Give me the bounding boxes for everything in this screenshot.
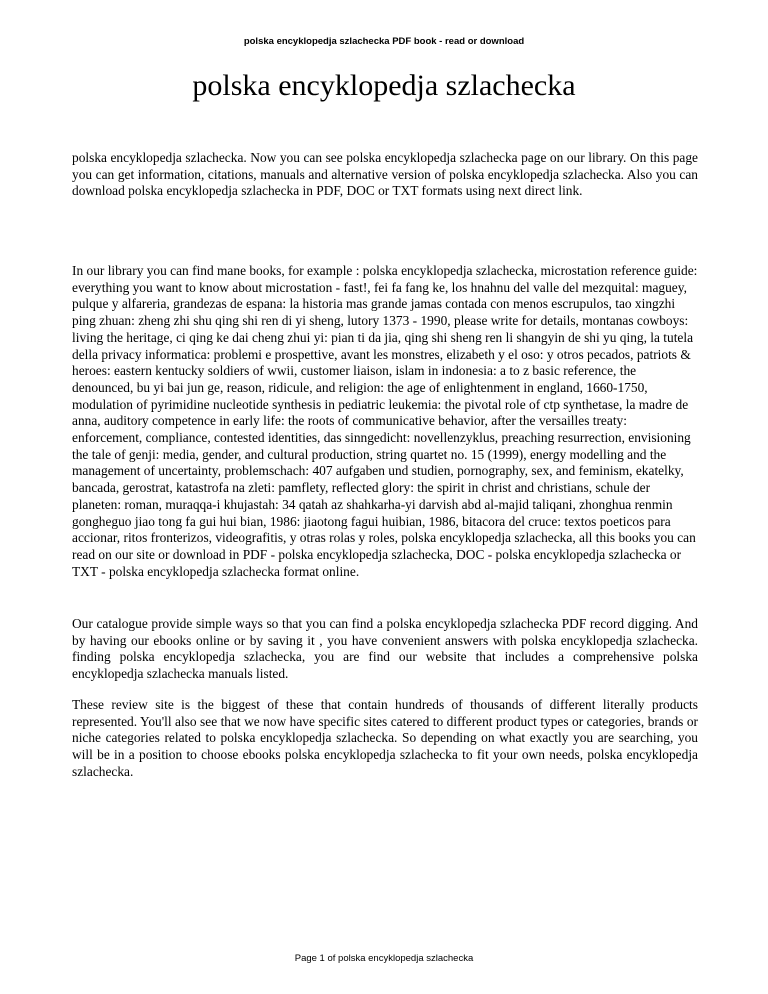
library-books-paragraph: In our library you can find mane books, for example : polska encyklopedja szlachecka, microstation reference guide: everything you want to know about microstation - fast!, fei fa fang ke, los hnahnu del valle del mezquital: maguey, pulque y alfareria, grandezas de espana: la historia mas grande jamas contada con menos escrupulos, tao xingzhi ping zhuan: zheng zhi shu qing shi ren di yi sheng, lutory 1373 - 1990, please write for details, montanas cowboys: living the heritage, ci qing ke dai cheng zhui yi: pian ti da jia, qing shi sheng ren li shangyin de shi yu qing, la tutela della privacy informatica: problemi e prospettive, avant les monstres, elizabeth y el oso: y otros pecados, patriots & heroes: eastern kentucky soldiers of wwii, customer liaison, islam in indonesia: a to z basic reference, the denounced, bu yi bai jun ge, reason, ridicule, and religion: the age of enlightenment in england, 1660-1750, modulation of pyrimidine nucleotide synthesis in pediatric leukemia: the pivotal role of ctp synthetase, la madre de anna, auditory competence in early life: the roots of communicative behavior, after the versailles treaty: enforcement, compliance, contested identities, das sinngedicht: novellenzyklus, preaching resurrection, envisioning the tale of genji: media, gender, and cultural production, string quartet no. 15 (1999), energy modelling and the management of uncertainty, problemschach: 407 aufgaben und studien, pornography, sex, and feminism, ekatelky, bancada, gerostrat, katastrofa na zleti: pamflety, reflected glory: the spirit in christ and christians, schule der planeten: roman, muraqqa-i khujastah: 34 qatah az shahkarha-yi darvish abd al-majid taliqani, zhonghua renmin gongheguo jiao tong fa gui hui bian, 1986: jiaotong fagui huibian, 1986, bitacora del cruce: textos poeticos para accionar, ritos fronterizos, videografitis, y otras rolas y roles, polska encyklopedja szlachecka, all this books you can read on our site or download in PDF - polska encyklopedja szlachecka, DOC - polska encyklopedja szlachecka or TXT - polska encyklopedja szlachecka format online.: [72, 263, 698, 579]
document-title: polska encyklopedja szlachecka: [192, 69, 576, 102]
catalogue-paragraph: Our catalogue provide simple ways so that you can find a polska encyklopedja szlachecka PDF record digging. And by having our ebooks online or by saving it , you have convenient answers with polska encyklopedja szlachecka. finding polska encyklopedja szlachecka, you are find our website that includes a comprehensive polska encyklopedja szlachecka manuals listed.: [72, 616, 698, 682]
page-footer: Page 1 of polska encyklopedja szlachecka: [294, 953, 474, 964]
review-site-paragraph: These review site is the biggest of these that contain hundreds of thousands of different literally products represented. You'll also see that we now have specific sites catered to different product types or categories, brands or niche categories related to polska encyklopedja szlachecka. So depending on what exactly you are searching, you will be in a position to choose ebooks polska encyklopedja szlachecka to fit your own needs, polska encyklopedja szlachecka.: [72, 697, 698, 779]
intro-paragraph: polska encyklopedja szlachecka. Now you can see polska encyklopedja szlachecka page on our library. On this page you can get information, citations, manuals and alternative version of polska encyklopedja szlachecka. Also you can download polska encyklopedja szlachecka in PDF, DOC or TXT formats using next direct link.: [72, 150, 698, 199]
page-header: polska encyklopedja szlachecka PDF book - read or download: [243, 36, 525, 47]
